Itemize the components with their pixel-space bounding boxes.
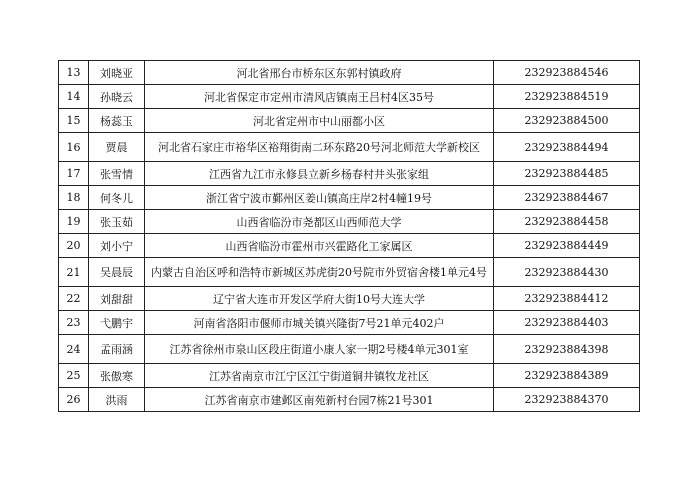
recipient-table <box>58 60 640 412</box>
table-row <box>59 234 640 258</box>
address-cell: 江苏省南京市建邺区南苑新村台园7栋21号301 <box>145 388 494 412</box>
row-number-cell: 18 <box>59 186 89 210</box>
address-cell: 山西省临汾市霍州市兴霍路化工家属区 <box>145 234 494 258</box>
name-cell: 杨蕊玉 <box>89 109 145 133</box>
table-row <box>59 388 640 412</box>
table-row <box>59 133 640 162</box>
row-number-cell: 20 <box>59 234 89 258</box>
name-cell: 弋鹏宇 <box>89 311 145 335</box>
tracking-number-cell: 232923884500 <box>494 109 640 133</box>
address-cell: 河南省洛阳市偃师市城关镇兴隆街7号21单元402户 <box>145 311 494 335</box>
tracking-number-cell: 232923884485 <box>494 162 640 186</box>
table-row <box>59 61 640 85</box>
recipient-table-body <box>59 61 640 412</box>
row-number-cell: 19 <box>59 210 89 234</box>
address-cell: 河北省定州市中山丽都小区 <box>145 109 494 133</box>
table-row <box>59 210 640 234</box>
name-cell: 吴晨辰 <box>89 258 145 287</box>
address-cell: 江西省九江市永修县立新乡杨春村井头张家组 <box>145 162 494 186</box>
address-cell: 河北省邢台市桥东区东郭村镇政府 <box>145 61 494 85</box>
tracking-number-cell: 232923884403 <box>494 311 640 335</box>
tracking-number-cell: 232923884546 <box>494 61 640 85</box>
row-number-cell: 14 <box>59 85 89 109</box>
row-number-cell: 17 <box>59 162 89 186</box>
name-cell: 张雪情 <box>89 162 145 186</box>
tracking-number-cell: 232923884389 <box>494 364 640 388</box>
tracking-number-cell: 232923884494 <box>494 133 640 162</box>
tracking-number-cell: 232923884467 <box>494 186 640 210</box>
table-row <box>59 258 640 287</box>
table-row <box>59 109 640 133</box>
tracking-number-cell: 232923884519 <box>494 85 640 109</box>
tracking-number-cell: 232923884412 <box>494 287 640 311</box>
name-cell: 洪雨 <box>89 388 145 412</box>
row-number-cell: 13 <box>59 61 89 85</box>
table-row <box>59 335 640 364</box>
tracking-number-cell: 232923884370 <box>494 388 640 412</box>
name-cell: 孙晓云 <box>89 85 145 109</box>
name-cell: 刘甜甜 <box>89 287 145 311</box>
row-number-cell: 26 <box>59 388 89 412</box>
address-cell: 江苏省南京市江宁区江宁街道铜井镇牧龙社区 <box>145 364 494 388</box>
row-number-cell: 25 <box>59 364 89 388</box>
row-number-cell: 24 <box>59 335 89 364</box>
address-cell: 河北省保定市定州市清风店镇南王吕村4区35号 <box>145 85 494 109</box>
address-cell: 江苏省徐州市泉山区段庄街道小康人家一期2号楼4单元301室 <box>145 335 494 364</box>
row-number-cell: 23 <box>59 311 89 335</box>
address-cell: 浙江省宁波市鄞州区姜山镇高庄岸2村4幢19号 <box>145 186 494 210</box>
address-cell: 河北省石家庄市裕华区裕翔街南二环东路20号河北师范大学新校区 <box>145 133 494 162</box>
table-row <box>59 85 640 109</box>
table-row <box>59 311 640 335</box>
name-cell: 孟雨涵 <box>89 335 145 364</box>
row-number-cell: 15 <box>59 109 89 133</box>
address-cell: 山西省临汾市尧都区山西师范大学 <box>145 210 494 234</box>
row-number-cell: 21 <box>59 258 89 287</box>
name-cell: 何冬儿 <box>89 186 145 210</box>
name-cell: 张傲寒 <box>89 364 145 388</box>
table-row <box>59 162 640 186</box>
tracking-number-cell: 232923884458 <box>494 210 640 234</box>
table-row <box>59 186 640 210</box>
address-cell: 内蒙古自治区呼和浩特市新城区苏虎街20号院市外贸宿舍楼1单元4号 <box>145 258 494 287</box>
table-row <box>59 364 640 388</box>
tracking-number-cell: 232923884398 <box>494 335 640 364</box>
address-cell: 辽宁省大连市开发区学府大街10号大连大学 <box>145 287 494 311</box>
name-cell: 贾晨 <box>89 133 145 162</box>
name-cell: 张玉茹 <box>89 210 145 234</box>
tracking-number-cell: 232923884449 <box>494 234 640 258</box>
name-cell: 刘小宁 <box>89 234 145 258</box>
row-number-cell: 16 <box>59 133 89 162</box>
name-cell: 刘晓亚 <box>89 61 145 85</box>
row-number-cell: 22 <box>59 287 89 311</box>
table-row <box>59 287 640 311</box>
tracking-number-cell: 232923884430 <box>494 258 640 287</box>
